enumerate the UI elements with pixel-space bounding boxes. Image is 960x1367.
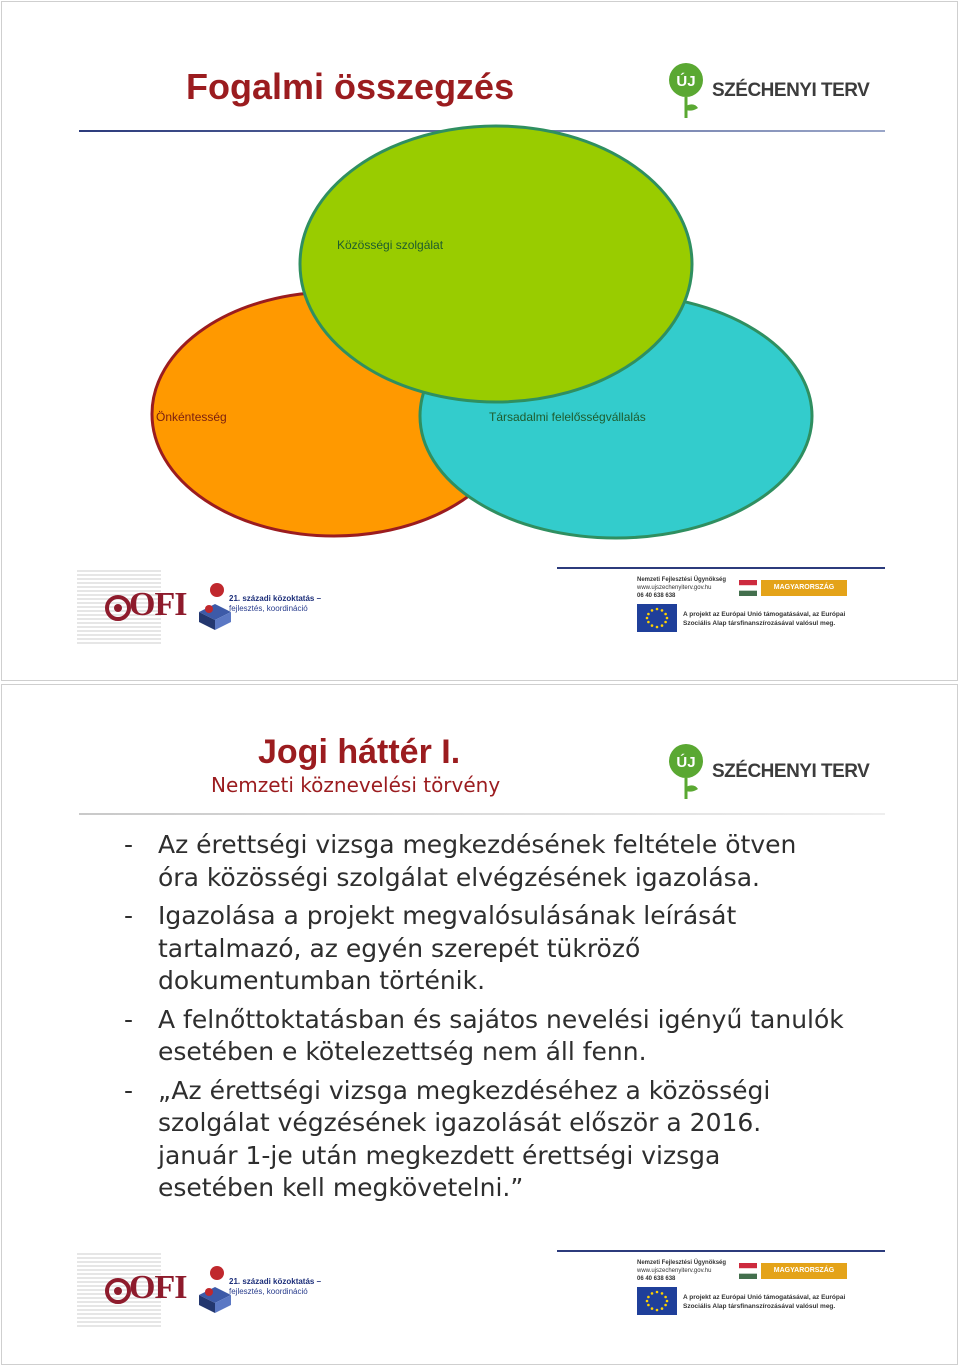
venn-label-kozossegi: Közösségi szolgálat [337,238,444,252]
bullet-item [124,829,844,894]
szechenyi-terv-logo [668,743,869,801]
bullet-dash: - [124,830,134,859]
nfu-url: www.ujszechenyiterv.gov.hu [637,585,712,591]
ofi-swirl-icon [105,1277,131,1305]
slide-title: Fogalmi összegzés [186,66,515,107]
kozoktatas-cube-icon [195,582,233,632]
nfu-phone: 06 40 638 638 [637,593,676,599]
logo-mark: ÚJ [676,754,696,771]
logo-text: SZÉCHENYI TERV [712,80,870,101]
hungarian-flag-icon [739,1263,757,1279]
hungarian-flag-icon [739,580,757,596]
ofi-logo-text: OFI [129,586,187,623]
kozoktatas-line2: fejlesztés, koordináció [229,604,308,613]
szechenyi-leaf-icon [668,743,704,801]
eu-line1: A projekt az Európai Unió támogatásával, az Európai [683,1294,846,1301]
eu-line1: A projekt az Európai Unió támogatásával, az Európai [683,611,846,618]
eu-line2: Szociális Alap társfinanszírozásával valósul meg. [683,620,836,627]
slide-title: Jogi háttér I. [258,733,461,771]
bullet-text: Az érettségi vizsga megkezdésének feltétele ötven óra közösségi szolgálat elvégzésének igazolása. [158,830,797,892]
slide-fogalmi-osszegzes [1,1,958,681]
kozoktatas-line2: fejlesztés, koordináció [229,1287,308,1296]
nfu-url: www.ujszechenyiterv.gov.hu [637,1268,712,1274]
bullet-text: „Az érettségi vizsga megkezdéséhez a közösségi szolgálat végzésének igazolását először a 2016. január 1-je után megkezdett érettségi vizsga esetében kell megkövetelni.” [158,1075,771,1202]
nfu-phone: 06 40 638 638 [637,1276,676,1282]
kozoktatas-cube-icon [195,1265,233,1315]
bullet-dash: - [124,1004,134,1034]
eu-flag-icon [637,604,677,632]
ofi-logo-text: OFI [129,1269,187,1306]
kozoktatas-line1: 21. századi közoktatás – [229,594,322,603]
eu-line2: Szociális Alap társfinanszírozásával valósul meg. [683,1303,836,1310]
venn-diagram [2,2,958,562]
bullet-dash: - [124,901,134,930]
footer-logos [77,568,887,646]
footer-logos [77,1251,887,1329]
logo-text: SZÉCHENYI TERV [712,761,870,782]
bullet-list [124,829,844,1211]
eu-support-text [683,1293,845,1311]
logo-mark: ÚJ [676,73,696,90]
nfu-info [637,1259,726,1283]
bullet-item [124,1004,844,1069]
bullet-item [124,1075,844,1205]
slide-subtitle: Nemzeti köznevelési törvény [211,773,501,797]
ofi-swirl-icon [105,594,131,622]
magyarorszag-megujul-badge: MAGYARORSZÁG MEGÚJUL [761,580,847,596]
nfu-name: Nemzeti Fejlesztési Ügynökség [637,577,727,583]
kozoktatas-logo-text [229,594,321,614]
bullet-item [124,900,844,998]
slide-jogi-hatter [1,684,958,1365]
nfu-info [637,576,726,600]
venn-label-tarsadalmi: Társadalmi felelősségvállalás [489,410,646,424]
bullet-dash: - [124,1075,134,1105]
nfu-name: Nemzeti Fejlesztési Ügynökség [637,1260,727,1266]
venn-label-onkentesseg: Önkéntesség [156,410,227,424]
title-divider [79,813,885,815]
eu-support-text [683,610,845,628]
venn-circle-kozossegi [300,126,692,402]
magyarorszag-megujul-badge: MAGYARORSZÁG MEGÚJUL [761,1263,847,1279]
kozoktatas-line1: 21. századi közoktatás – [229,1277,322,1286]
kozoktatas-logo-text [229,1277,321,1297]
bullet-text: A felnőttoktatásban és sajátos nevelési igényű tanulók esetében e kötelezettség nem áll fenn. [158,1004,844,1066]
eu-flag-icon [637,1287,677,1315]
bullet-text: Igazolása a projekt megvalósulásának leírását tartalmazó, az egyén szerepét tükröző dokumentumban történik. [158,901,737,995]
